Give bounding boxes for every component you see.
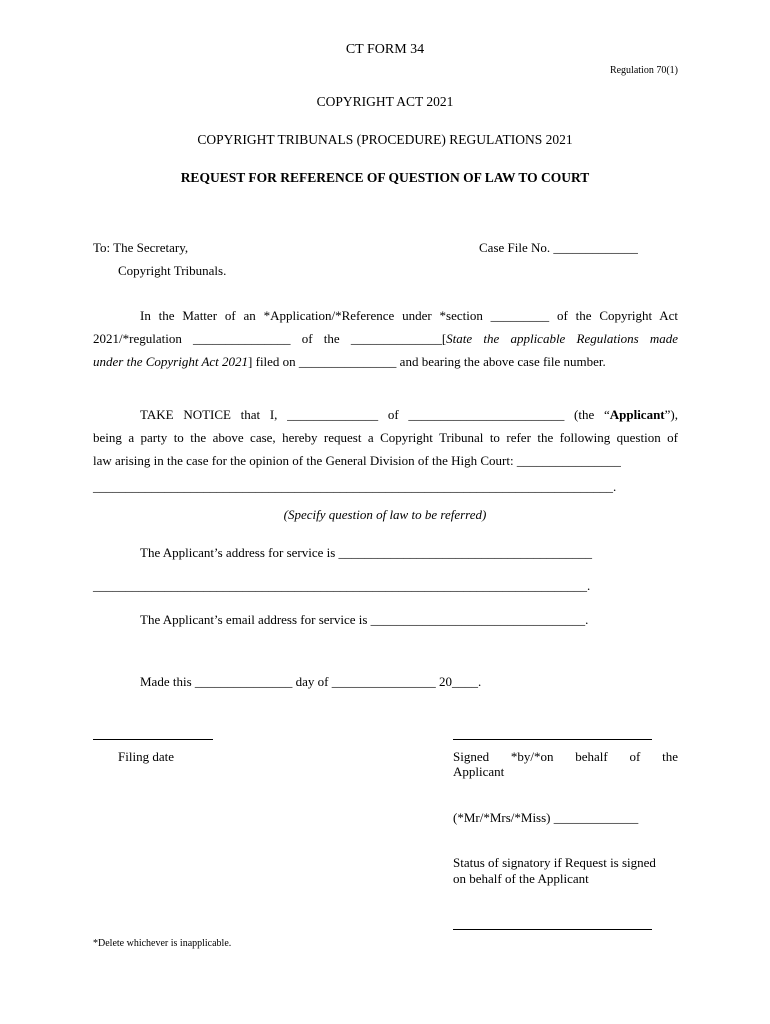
matter-line-2: 2021/*regulation _______________ of the ______________[State the applicable Regulations made xyxy=(93,331,678,346)
status-line xyxy=(453,929,652,930)
addressee-line-2: Copyright Tribunals. xyxy=(118,263,227,278)
act-title: COPYRIGHT ACT 2021 xyxy=(316,94,454,109)
salutation-line: (*Mr/*Mrs/*Miss) _____________ xyxy=(453,810,639,825)
matter-line-3: under the Copyright Act 2021] filed on _______________ and bearing the above case file number. xyxy=(93,354,606,369)
regulations-title: COPYRIGHT TRIBUNALS (PROCEDURE) REGULATIONS 2021 xyxy=(197,132,573,147)
notice-line-3: law arising in the case for the opinion of the General Division of the High Court: ________________ xyxy=(93,453,621,468)
email-for-service: The Applicant’s email address for service is _________________________________. xyxy=(140,612,589,627)
question-of-law-caption: (Specify question of law to be referred) xyxy=(283,507,487,522)
address-for-service: The Applicant’s address for service is _______________________________________ xyxy=(140,545,593,560)
signed-by-label: Signed *by/*on behalf of the Applicant xyxy=(453,749,678,779)
signature-line xyxy=(453,739,652,740)
address-for-service-continued: ____________________________________________________________________________. xyxy=(93,578,591,593)
footnote: *Delete whichever is inapplicable. xyxy=(93,938,232,949)
filing-date-line xyxy=(93,739,213,740)
notice-line-1: TAKE NOTICE that I, ______________ of ________________________ (the “Applicant”), xyxy=(140,407,678,422)
filing-date-label: Filing date xyxy=(118,749,174,764)
addressee-line-1: To: The Secretary, xyxy=(93,240,189,255)
regulation-reference: Regulation 70(1) xyxy=(609,65,678,76)
matter-paragraph xyxy=(93,304,678,373)
case-file-number: Case File No. _____________ xyxy=(479,240,638,255)
notice-paragraph xyxy=(93,403,678,498)
notice-line-4: ________________________________________________________________________________. xyxy=(93,479,617,494)
status-of-signatory: Status of signatory if Request is signed on behalf of the Applicant xyxy=(453,855,656,886)
made-this-line: Made this _______________ day of ________________ 20____. xyxy=(140,674,482,689)
form-heading: REQUEST FOR REFERENCE OF QUESTION OF LAW TO COURT xyxy=(180,170,590,185)
form-title: CT FORM 34 xyxy=(345,42,425,57)
notice-line-2: being a party to the above case, hereby request a Copyright Tribunal to refer the following question of xyxy=(93,430,678,445)
matter-line-1: In the Matter of an *Application/*Reference under *section _________ of the Copyright Act xyxy=(140,308,678,323)
